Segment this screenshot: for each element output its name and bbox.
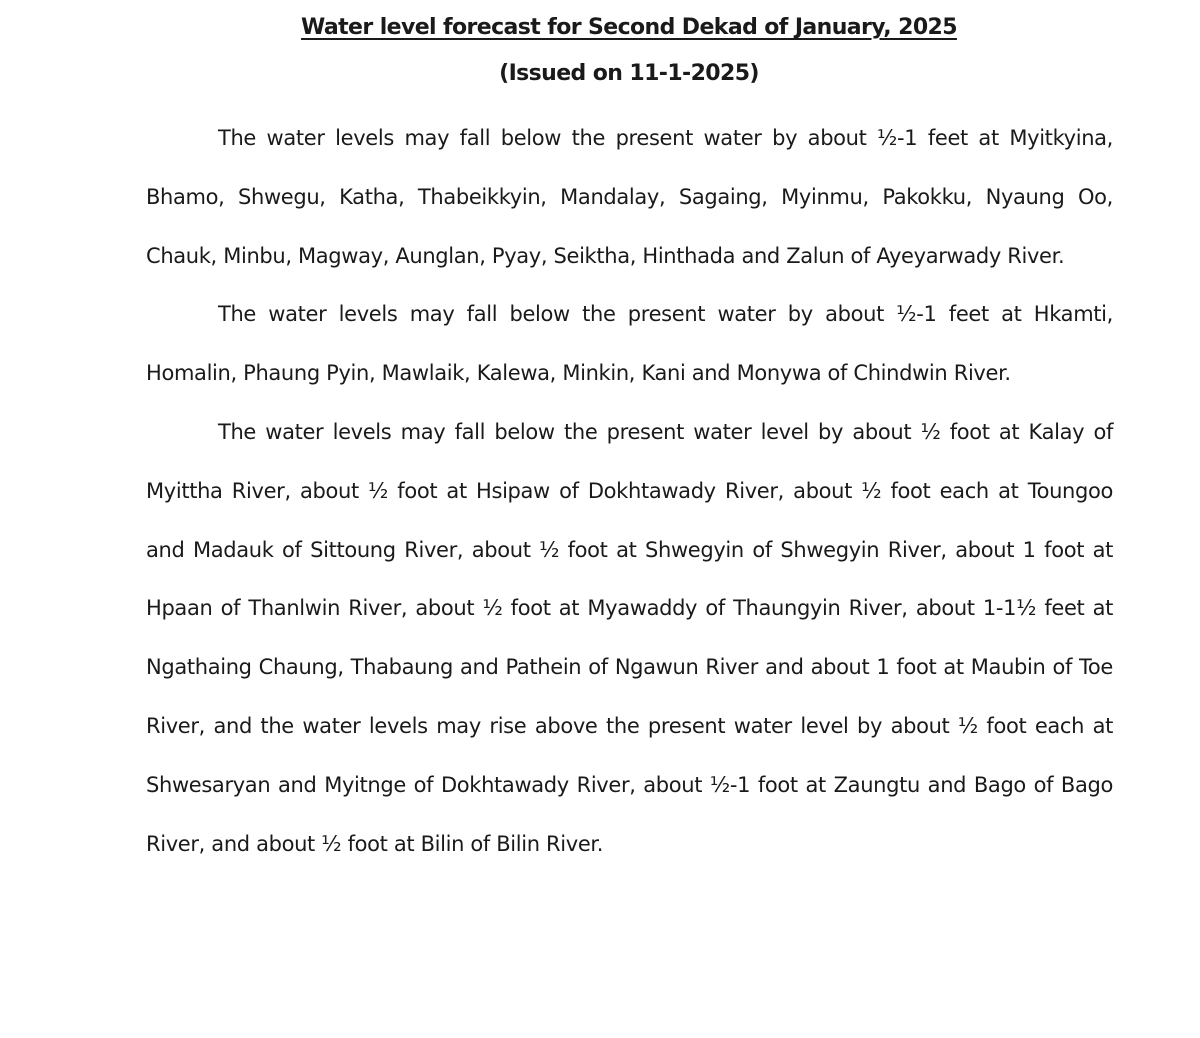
document-body xyxy=(146,109,1113,873)
paragraph-other-rivers: The water levels may fall below the present water level by about ½ foot at Kalay of Myittha River, about ½ foot at Hsipaw of Dokhtawady River, about ½ foot each at Toungoo and Madauk of Sittoung River, about ½ foot at Shwegyin of Shwegyin River, about 1 foot at Hpaan of Thanlwin River, about ½ foot at Myawaddy of Thaungyin River, about 1-1½ feet at Ngathaing Chaung, Thabaung and Pathein of Ngawun River and about 1 foot at Maubin of Toe River, and the water levels may rise above the present water level by about ½ foot each at Shwesaryan and Myitnge of Dokhtawady River, about ½-1 foot at Zaungtu and Bago of Bago River, and about ½ foot at Bilin of Bilin River. xyxy=(146,419,1113,856)
issued-date: (Issued on 11-1-2025) xyxy=(499,61,759,86)
paragraph-chindwin: The water levels may fall below the present water by about ½-1 feet at Hkamti, Homalin, Phaung Pyin, Mawlaik, Kalewa, Minkin, Kani and Monywa of Chindwin River. xyxy=(146,302,1113,386)
document-title: Water level forecast for Second Dekad of January, 2025 xyxy=(301,15,957,40)
paragraph-ayeyarwady: The water levels may fall below the present water by about ½-1 feet at Myitkyina, Bhamo, Shwegu, Katha, Thabeikkyin, Mandalay, Sagaing, Myinmu, Pakokku, Nyaung Oo, Chauk, Minbu, Magway, Aunglan, Pyay, Seiktha, Hinthada and Zalun of Ayeyarwady River. xyxy=(146,126,1113,268)
